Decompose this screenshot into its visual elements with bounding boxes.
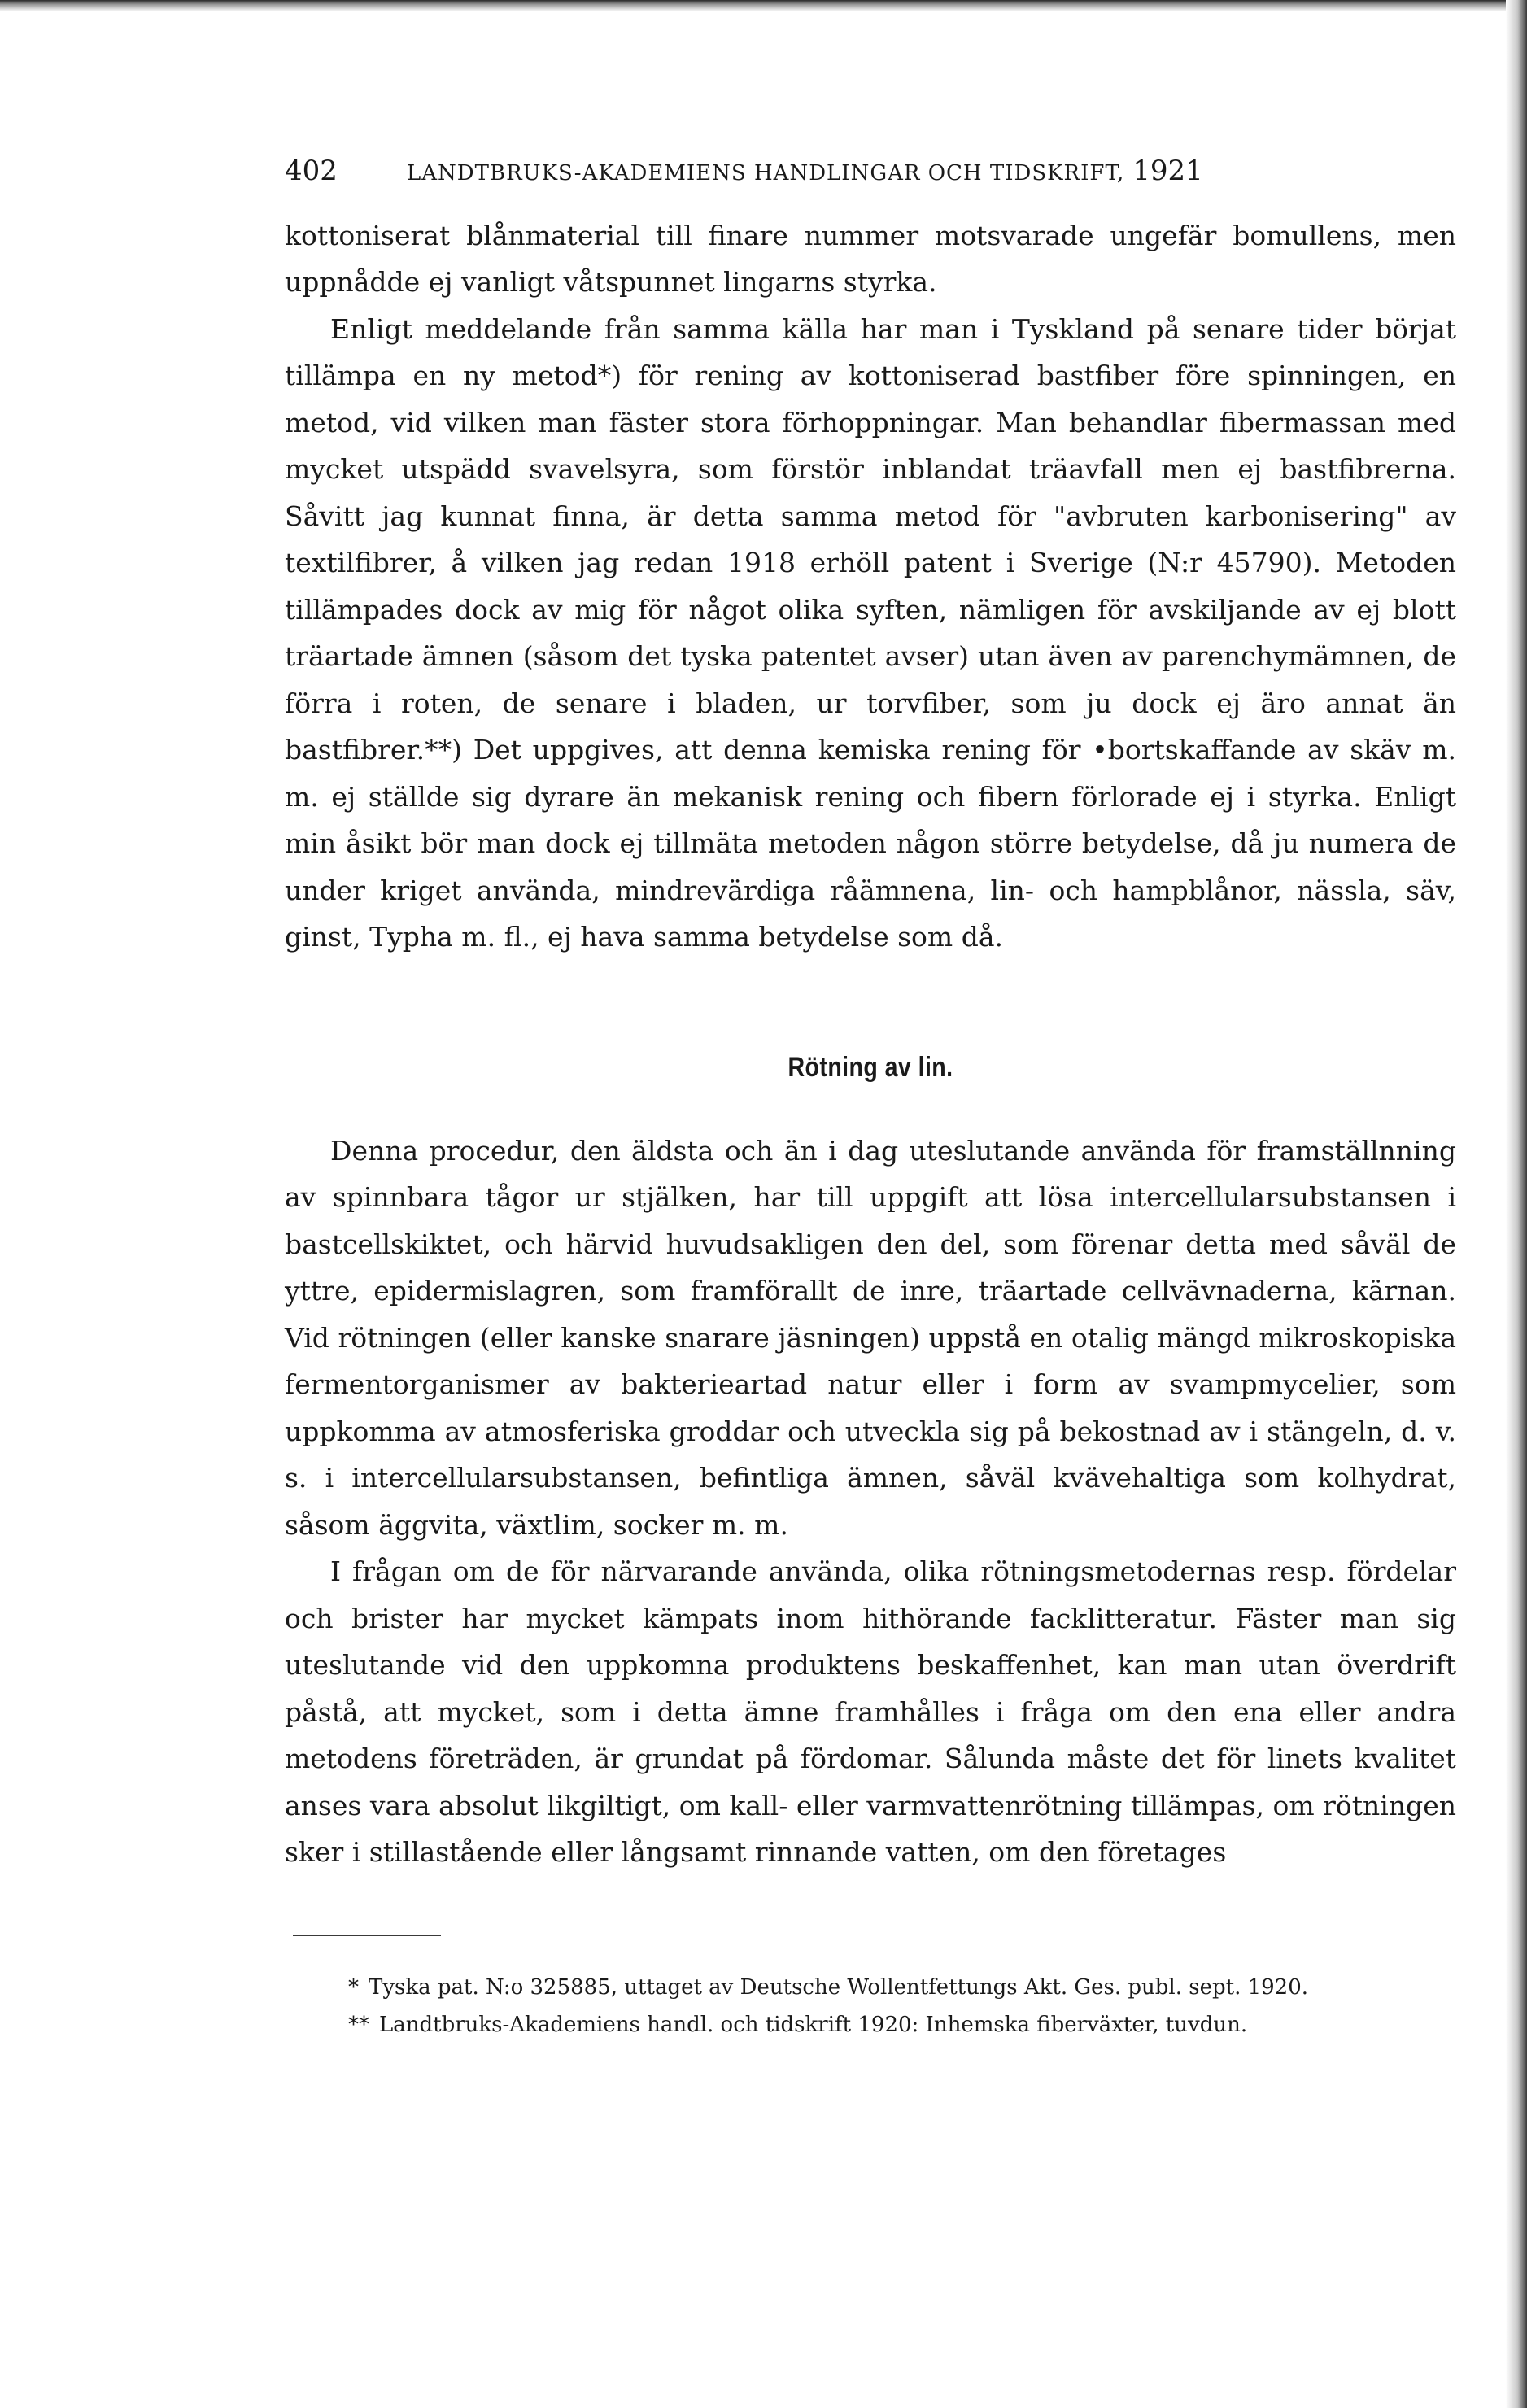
paragraph-retting-procedure: Denna procedur, den äldsta och än i dag uteslutande använda för framställnning av spinnbara tågor ur stjälken, har till uppgift att lösa intercellularsubstansen i bastcellskiktet, och härvid huvudsakligen den del, som förenar detta med såväl de yttre, epidermislagren, som framförallt de inre, träartade cellvävnaderna, kärnan. Vid rötningen (eller kanske snarare jäsningen) uppstå en otalig mängd mikroskopiska fermentorganismer av bakterieartad natur eller i form av svampmycelier, som uppkomma av atmosferiska groddar och utveckla sig på bekostnad av i stängeln, d. v. s. i intercellularsubstansen, befintliga ämnen, såväl kvävehaltiga som kolhydrat, såsom äggvita, växtlim, socker m. m. <box>285 1134 1456 1541</box>
footnote-marker: * <box>348 1974 359 2000</box>
footnote-marker: ** <box>348 2012 369 2037</box>
journal-title: LANDTBRUKS-AKADEMIENS HANDLINGAR OCH TIDSKRIFT, <box>407 161 1125 185</box>
running-header <box>285 155 1456 188</box>
page-number: 402 <box>285 155 338 187</box>
footnote-text: Tyska pat. N:o 325885, uttaget av Deutsche Wollentfettungs Akt. Ges. publ. sept. 1920. <box>369 1974 1309 2000</box>
footnote-item <box>348 1969 1456 2006</box>
scan-top-edge <box>0 0 1527 11</box>
footnotes <box>285 1969 1456 2044</box>
paragraph-new-method: Enligt meddelande från samma källa har man i Tyskland på senare tider börjat tillämpa en ny metod*) för rening av kottoniserad bastfiber före spinningen, en metod, vid vilken man fäster stora förhoppningar. Man behandlar fibermassan med mycket utspädd svavelsyra, som förstör inblandat träavfall men ej bastfibrerna. Såvitt jag kunnat finna, är detta samma metod för "avbruten karbonisering" av textilfibrer, å vilken jag redan 1918 erhöll patent i Sverige (N:r 45790). Metoden tillämpades dock av mig för något olika syften, nämligen för avskiljande av ej blott träartade ämnen (såsom det tyska patentet avser) utan även av parenchymämnen, de förra i roten, de senare i bladen, ur torvfiber, som ju dock ej äro annat än bastfibrer.**) Det uppgives, att denna kemiska rening för •bortskaffande av skäv m. m. ej ställde sig dyrare än mekanisk rening och fibern förlorade ej i styrka. Enligt min åsikt bör man dock ej tillmäta metoden någon större betydelse, då ju numera de under kriget använda, mindrevärdiga råämnena, lin- och hampblånor, nässla, säv, ginst, Typha m. fl., ej hava samma betydelse som då. <box>285 312 1456 953</box>
paragraph-continued: kottoniserat blånmaterial till finare nummer motsvarade ungefär bomullens, men uppnådde ej vanligt våtspunnet lingarns styrka. <box>285 219 1456 299</box>
journal-page <box>285 155 1456 2044</box>
footnote-divider <box>293 1935 441 1936</box>
journal-year: 1921 <box>1132 155 1203 187</box>
footnote-item <box>348 2006 1456 2044</box>
section-heading: Rötning av lin. <box>787 1051 953 1083</box>
paragraph-retting-methods: I frågan om de för närvarande använda, olika rötningsmetodernas resp. fördelar och brister har mycket kämpats inom hithörande facklitteratur. Fäster man sig uteslutande vid den uppkomna produktens beskaffenhet, kan man utan överdrift påstå, att mycket, som i detta ämne framhålles i fråga om den ena eller andra metodens företräden, är grundat på fördomar. Sålunda måste det för linets kvalitet anses vara absolut likgiltigt, om kall- eller varmvattenrötning tillämpas, om rötningen sker i stillastående eller långsamt rinnande vatten, om den företages <box>285 1555 1456 1869</box>
footnote-text: Landtbruks-Akademiens handl. och tidskrift 1920: Inhemska fiberväxter, tuvdun. <box>379 2012 1248 2037</box>
scan-right-edge <box>1506 0 1527 2408</box>
